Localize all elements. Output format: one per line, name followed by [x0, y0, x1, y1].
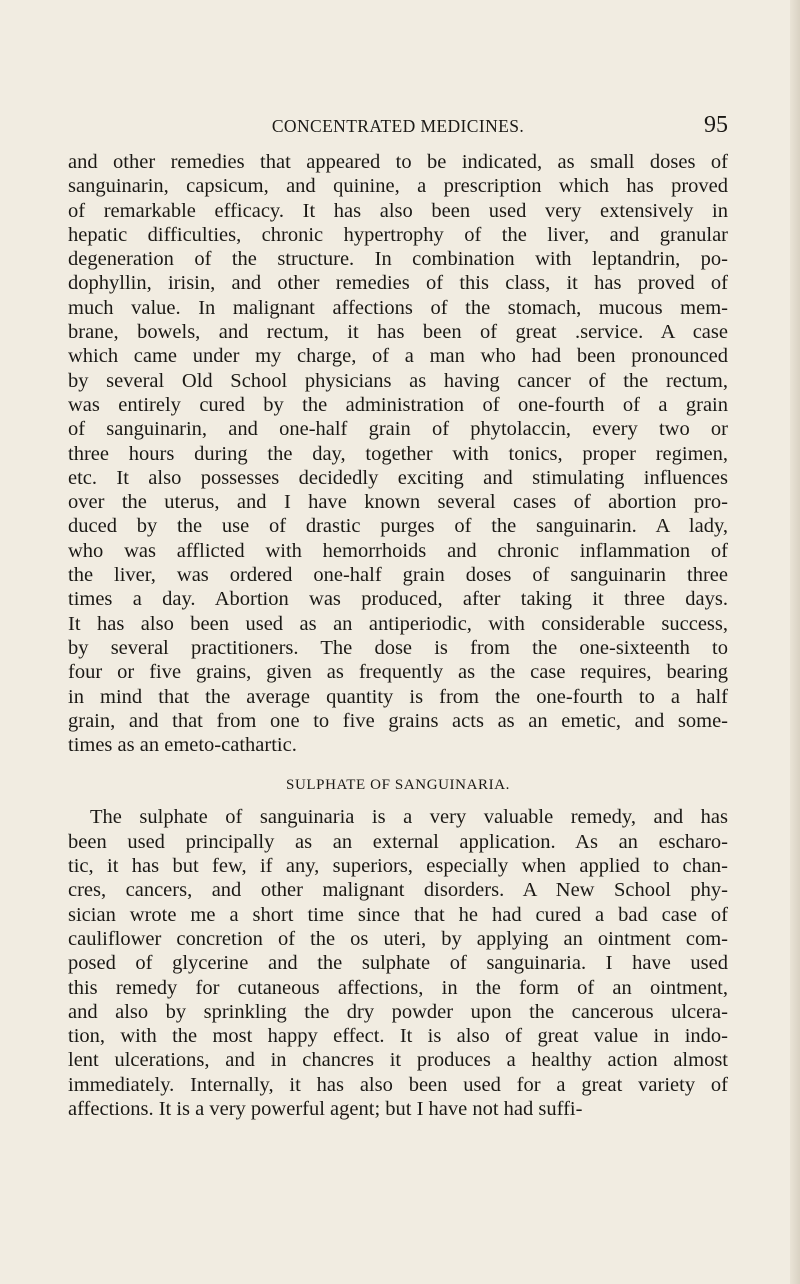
text-line: was entirely cured by the administration of one-fourth of a grain: [68, 393, 728, 416]
text-line: affections. It is a very powerful agent; but I have not had suffi-: [68, 1097, 583, 1120]
text-line: four or five grains, given as frequently as the case requires, bearing: [68, 661, 728, 684]
text-line: cauliflower concretion of the os uteri, by applying an ointment com-: [68, 927, 728, 950]
text-line: three hours during the day, together with tonics, proper regimen,: [68, 442, 728, 465]
text-line: of remarkable efficacy. It has also been used very extensively in: [68, 199, 728, 222]
text-line: brane, bowels, and rectum, it has been of great .service. A case: [68, 321, 728, 344]
text-line: immediately. Internally, it has also been used for a great variety of: [68, 1073, 728, 1096]
running-title: CONCENTRATED MEDICINES.: [271, 116, 525, 136]
text-line: been used principally as an external application. As an escharo-: [68, 830, 728, 853]
text-line: this remedy for cutaneous affections, in the form of an ointment,: [68, 976, 728, 999]
text-line: grain, and that from one to five grains acts as an emetic, and some-: [68, 709, 728, 732]
text-line: in mind that the average quantity is from the one-fourth to a half: [68, 685, 728, 708]
text-line: who was afflicted with hemorrhoids and chronic inflammation of: [68, 539, 728, 562]
text-line: of sanguinarin, and one-half grain of phytolaccin, every two or: [68, 418, 728, 441]
text-line: posed of glycerine and the sulphate of sanguinaria. I have used: [68, 952, 728, 975]
text-line: sanguinarin, capsicum, and quinine, a prescription which has proved: [68, 175, 728, 198]
text-line: tion, with the most happy effect. It is also of great value in indo-: [68, 1025, 728, 1048]
paragraph-1: [68, 150, 728, 757]
text-line: tic, it has but few, if any, superiors, especially when applied to chan-: [68, 855, 728, 878]
section-heading: SULPHATE OF SANGUINARIA.: [286, 777, 510, 794]
page-body: [68, 150, 728, 1121]
text-line: It has also been used as an antiperiodic, with considerable success,: [68, 612, 728, 635]
text-line: times a day. Abortion was produced, after taking it three days.: [68, 588, 728, 611]
text-line: over the uterus, and I have known several cases of abortion pro-: [68, 491, 728, 514]
text-line: dophyllin, irisin, and other remedies of this class, it has proved of: [68, 272, 728, 295]
page-number: 95: [704, 112, 728, 138]
text-line: sician wrote me a short time since that he had cured a bad case of: [68, 903, 728, 926]
page-edge: [790, 0, 800, 1284]
text-line: lent ulcerations, and in chancres it produces a healthy action almost: [68, 1049, 728, 1072]
text-line: and also by sprinkling the dry powder upon the cancerous ulcera-: [68, 1000, 728, 1023]
text-line: by several practitioners. The dose is from the one-sixteenth to: [68, 636, 728, 659]
text-line: and other remedies that appeared to be indicated, as small doses of: [68, 151, 728, 173]
text-line: degeneration of the structure. In combination with leptandrin, po-: [68, 248, 728, 271]
page-header: [68, 112, 728, 144]
text-line: duced by the use of drastic purges of the sanguinarin. A lady,: [68, 515, 728, 538]
text-line: hepatic difficulties, chronic hypertrophy of the liver, and granular: [68, 223, 728, 246]
text-line: the liver, was ordered one-half grain doses of sanguinarin three: [68, 564, 728, 587]
text-line: The sulphate of sanguinaria is a very valuable remedy, and has: [90, 806, 728, 829]
paragraph-2: [68, 805, 728, 1121]
text-line: etc. It also possesses decidedly exciting and stimulating influences: [68, 466, 728, 489]
text-line: cres, cancers, and other malignant disorders. A New School phy-: [68, 879, 728, 902]
text-line: which came under my charge, of a man who had been pronounced: [68, 345, 728, 368]
text-line: times as an emeto-cathartic.: [68, 734, 297, 757]
text-line: by several Old School physicians as having cancer of the rectum,: [68, 369, 728, 392]
text-line: much value. In malignant affections of the stomach, mucous mem-: [68, 296, 728, 319]
